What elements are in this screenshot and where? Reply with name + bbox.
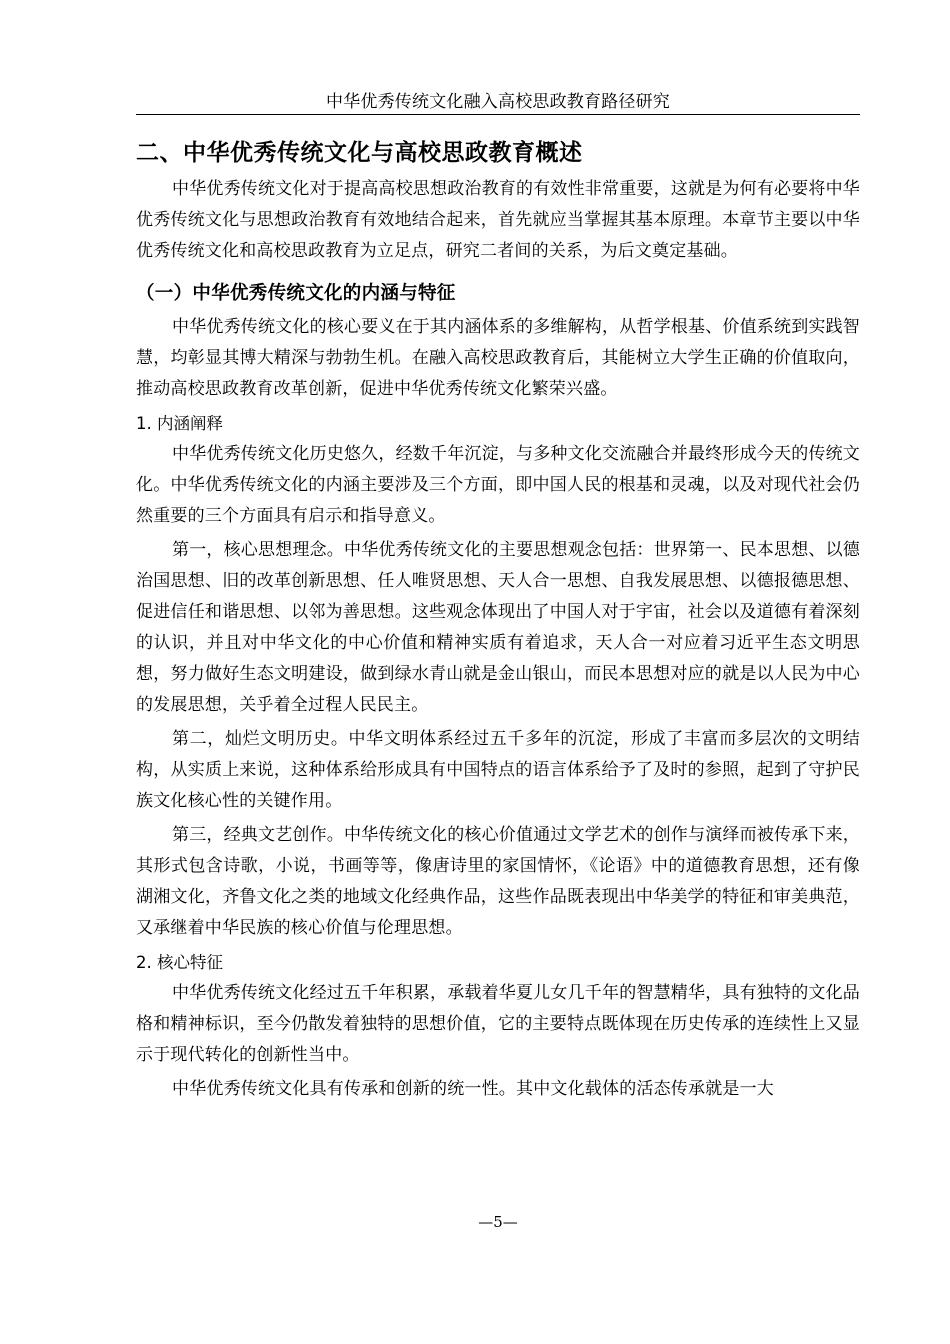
part1-heading: 1. 内涵阐释 xyxy=(136,414,223,433)
header-rule xyxy=(136,114,860,115)
section-heading: 二、中华优秀传统文化与高校思政教育概述 xyxy=(136,140,583,166)
page-body xyxy=(136,133,860,1108)
part1-paragraph-3: 第二，灿烂文明历史。中华文明体系经过五千多年的沉淀，形成了丰富而多层次的文明结构，从实质上来说，这种体系给形成具有中国特点的语言体系给予了及时的参照，起到了守护民族文化核心性的关键作用。 xyxy=(136,729,860,811)
part1-paragraph-4: 第三，经典文艺创作。中华传统文化的核心价值通过文学艺术的创作与演绎而被传承下来，其形式包含诗歌，小说，书画等等，像唐诗里的家国情怀，《论语》中的道德教育思想，还有像湖湘文化，齐鲁文化之类的地域文化经典作品，这些作品既表现出中华美学的特征和审美典范，又承继着中华民族的核心价值与伦理思想。 xyxy=(136,825,860,938)
part2-paragraph-1: 中华优秀传统文化经过五千年积累，承载着华夏儿女几千年的智慧精华，具有独特的文化品格和精神标识，至今仍散发着独特的思想价值，它的主要特点既体现在历史传承的连续性上又显示于现代转化的创新性当中。 xyxy=(136,983,860,1065)
section-intro-paragraph: 中华优秀传统文化对于提高高校思想政治教育的有效性非常重要，这就是为何有必要将中华优秀传统文化与思想政治教育有效地结合起来，首先就应当掌握其基本原理。本章节主要以中华优秀传统文化和高校思政教育为立足点，研究二者间的关系，为后文奠定基础。 xyxy=(136,179,860,261)
subsection-heading: （一）中华优秀传统文化的内涵与特征 xyxy=(136,283,456,304)
part2-heading: 2. 核心特征 xyxy=(136,953,223,972)
part1-paragraph-1: 中华优秀传统文化历史悠久，经数千年沉淀，与多种文化交流融合并最终形成今天的传统文化。中华优秀传统文化的内涵主要涉及三个方面，即中国人民的根基和灵魂，以及对现代社会仍然重要的三个方面具有启示和指导意义。 xyxy=(136,444,860,526)
page-number: —5— xyxy=(478,1213,518,1231)
subsection-intro-paragraph: 中华优秀传统文化的核心要义在于其内涵体系的多维解构，从哲学根基、价值系统到实践智慧，均彰显其博大精深与勃勃生机。在融入高校思政教育后，其能树立大学生正确的价值取向，推动高校思政教育改革创新，促进中华优秀传统文化繁荣兴盛。 xyxy=(136,317,860,399)
part2-paragraph-2: 中华优秀传统文化具有传承和创新的统一性。其中文化载体的活态传承就是一大 xyxy=(172,1079,774,1099)
running-header: 中华优秀传统文化融入高校思政教育路径研究 xyxy=(326,92,670,112)
part1-paragraph-2: 第一，核心思想理念。中华优秀传统文化的主要思想观念包括：世界第一、民本思想、以德治国思想、旧的改革创新思想、任人唯贤思想、天人合一思想、自我发展思想、以德报德思想、促进信任和谐思想、以邻为善思想。这些观念体现出了中国人对于宇宙，社会以及道德有着深刻的认识，并且对中华文化的中心价值和精神实质有着追求，天人合一对应着习近平生态文明思想，努力做好生态文明建设，做到绿水青山就是金山银山，而民本思想对应的就是以人民为中心的发展思想，关乎着全过程人民民主。 xyxy=(136,540,860,715)
